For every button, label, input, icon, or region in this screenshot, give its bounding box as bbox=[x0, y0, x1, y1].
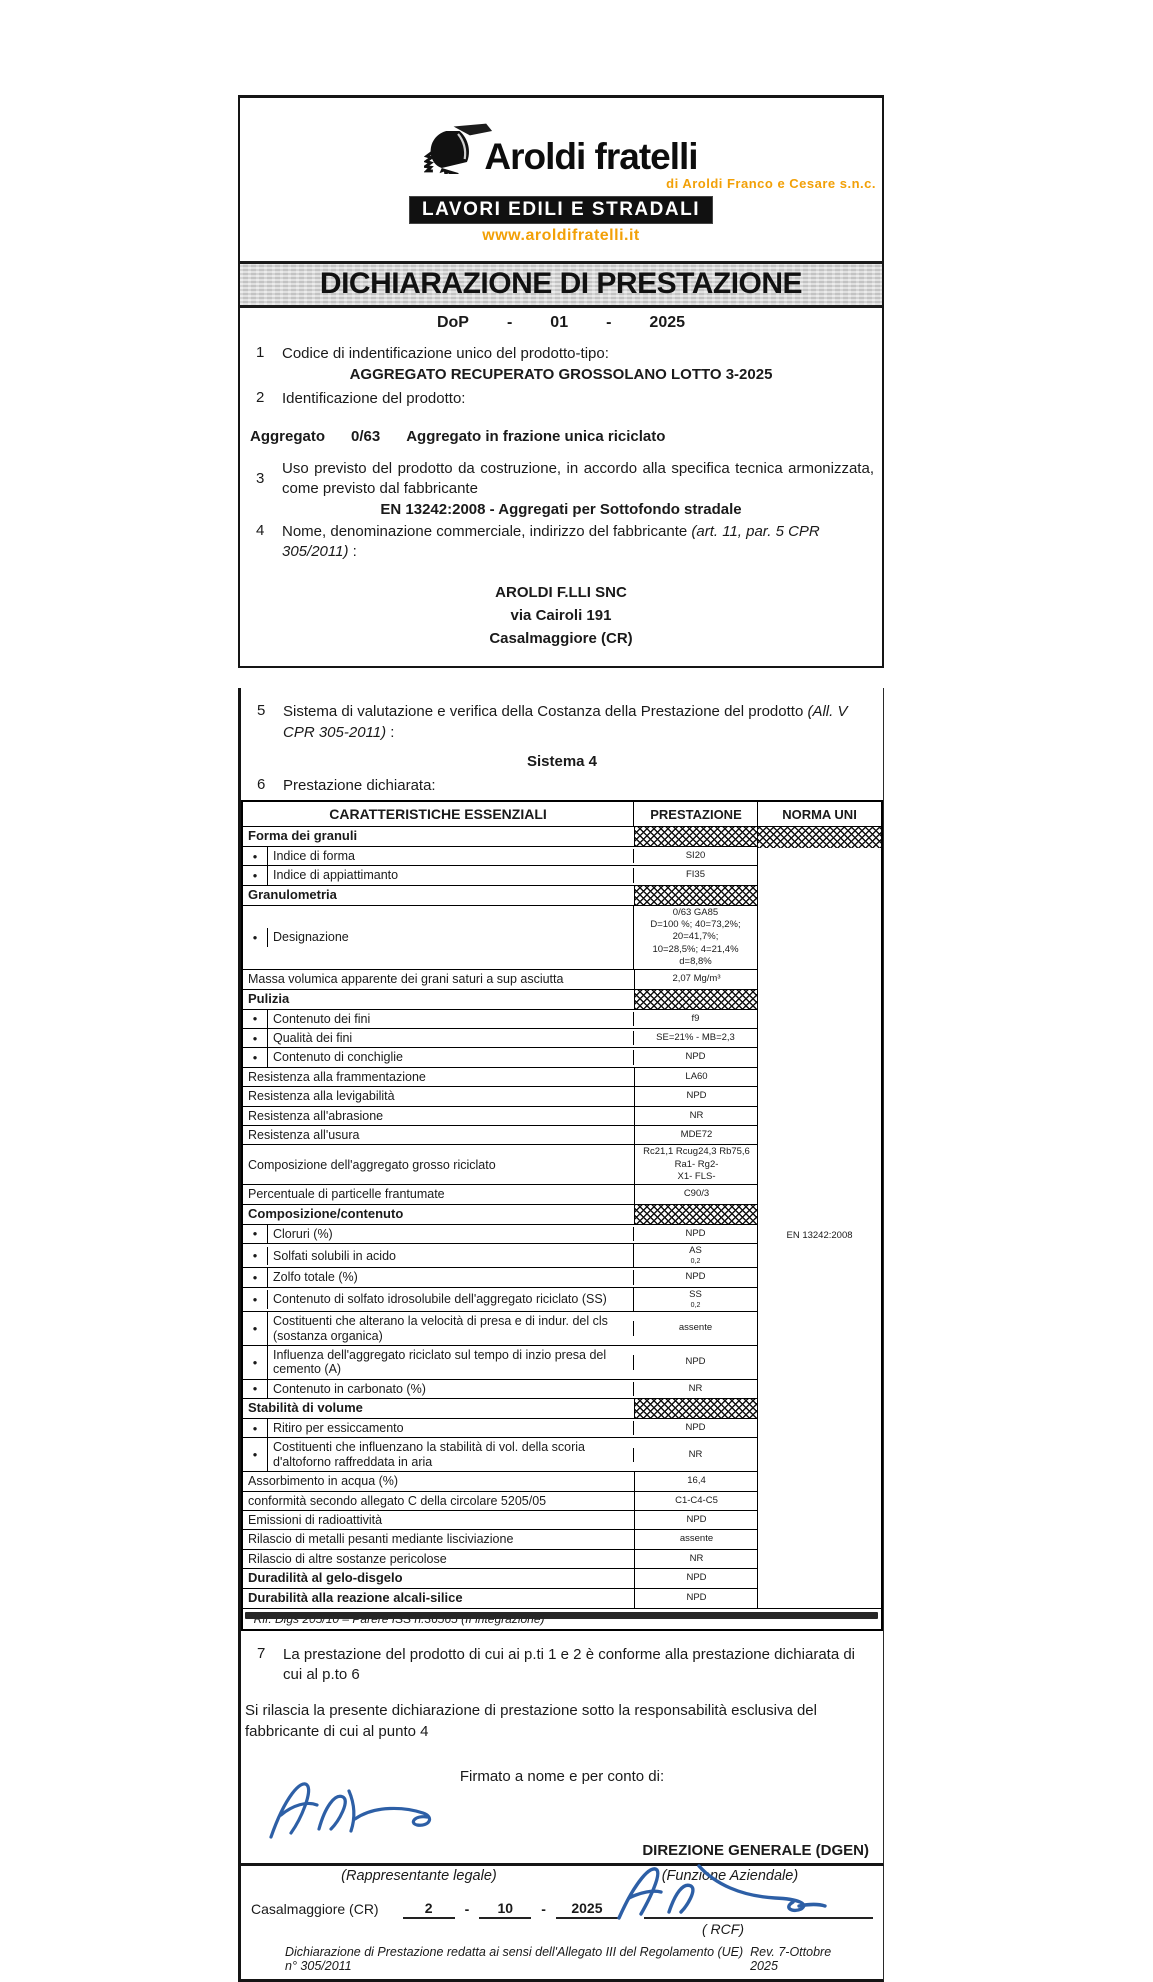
row-value: Rc21,1 Rcug24,3 Rb75,6 Ra1- Rg2- X1- FLS- bbox=[634, 1145, 758, 1184]
date-day-field: 2 bbox=[403, 1900, 455, 1919]
row-label: Emissioni di radioattività bbox=[248, 1512, 383, 1527]
rcf-signature bbox=[603, 1854, 833, 1933]
item-4-text: Nome, denominazione commerciale, indirizzo del fabbricante bbox=[282, 523, 692, 540]
performance-table bbox=[241, 800, 883, 1631]
row-value: C1-C4-C5 bbox=[634, 1492, 758, 1510]
table-row bbox=[243, 847, 758, 866]
table-row bbox=[243, 1205, 758, 1225]
footer-note: Dichiarazione di Prestazione redatta ai sensi dell'Allegato III del Regolamento (UE) n° 305/2011 bbox=[285, 1944, 744, 1973]
row-label: Duradilità al gelo-disgelo bbox=[248, 1570, 403, 1586]
row-value: LA60 bbox=[634, 1068, 758, 1086]
bullet-marker: ● bbox=[243, 847, 268, 865]
scan-edge-artifact bbox=[245, 1612, 878, 1619]
row-label: Contenuto in carbonato (%) bbox=[273, 1381, 426, 1396]
dop-number: 01 bbox=[550, 314, 569, 331]
row-value: SI20 bbox=[633, 849, 757, 863]
row-value: 0/63 GA85 D=100 %; 40=73,2%; 20=41,7%; 10=28,5%; 4=21,4% d=8,8% bbox=[633, 906, 757, 970]
row-value: NPD bbox=[634, 1569, 758, 1588]
bullet-marker: ● bbox=[243, 1290, 268, 1308]
row-label: Contenuto di solfato idrosolubile dell'aggregato riciclato (SS) bbox=[273, 1292, 607, 1307]
row-label: Resistenza alla frammentazione bbox=[248, 1069, 426, 1084]
row-label: Rilascio di altre sostanze pericolose bbox=[248, 1551, 447, 1566]
row-label: Qualità dei fini bbox=[273, 1031, 353, 1046]
row-value: NPD bbox=[633, 1270, 757, 1284]
row-value: 16,4 bbox=[634, 1472, 758, 1490]
norma-hatch-band bbox=[758, 827, 881, 848]
services-banner: LAVORI EDILI E STRADALI bbox=[409, 196, 713, 224]
item-2-label: Identificazione del prodotto: bbox=[282, 390, 466, 408]
table-row bbox=[243, 1087, 758, 1106]
dop-dash: - bbox=[506, 314, 513, 331]
row-value: NR bbox=[634, 1550, 758, 1568]
row-label: Ritiro per essiccamento bbox=[273, 1421, 404, 1436]
item-4-label bbox=[282, 522, 874, 563]
row-value: NPD bbox=[633, 1355, 757, 1369]
brand-name: Aroldi fratelli bbox=[484, 136, 698, 177]
table-row bbox=[243, 1419, 758, 1438]
legal-rep-signature bbox=[263, 1771, 463, 1858]
row-value bbox=[634, 990, 758, 1009]
product-code-value: AGGREGATO RECUPERATO GROSSOLANO LOTTO 3-2025 bbox=[349, 366, 773, 384]
row-label: Assorbimento in acqua (%) bbox=[248, 1474, 399, 1489]
table-row bbox=[243, 1511, 758, 1530]
item-5-text: Sistema di valutazione e verifica della Costanza della Prestazione del prodotto bbox=[283, 703, 808, 721]
item-1 bbox=[240, 344, 882, 364]
dop-dash: - bbox=[606, 314, 612, 331]
document bbox=[238, 95, 884, 1982]
signed-for-label: Firmato a nome e per conto di: bbox=[459, 1767, 665, 1785]
row-value: 2,07 Mg/m³ bbox=[634, 970, 758, 988]
row-value bbox=[634, 1205, 758, 1224]
website-url: www.aroldifratelli.it bbox=[482, 227, 640, 244]
table-row bbox=[243, 1492, 758, 1511]
table-row bbox=[243, 1589, 758, 1608]
table-row bbox=[243, 866, 758, 885]
table-row bbox=[243, 1145, 758, 1185]
row-value: NPD bbox=[634, 1087, 758, 1105]
table-row bbox=[243, 1569, 758, 1589]
place-date-row bbox=[251, 1900, 873, 1919]
date-separator: - bbox=[464, 1900, 470, 1917]
row-label: Rilascio di metalli pesanti mediante lisciviazione bbox=[248, 1532, 514, 1547]
en-standard-value: EN 13242:2008 - Aggregati per Sottofondo stradale bbox=[380, 501, 742, 518]
excavator-bucket-icon bbox=[424, 122, 498, 179]
item-number: 5 bbox=[257, 702, 266, 720]
bullet-marker: ● bbox=[243, 1247, 268, 1265]
bullet-marker: ● bbox=[243, 1419, 268, 1437]
brand-subtitle: di Aroldi Franco e Cesare s.n.c. bbox=[666, 176, 876, 191]
table-row bbox=[243, 1048, 758, 1067]
row-label: Costituenti che influenzano la stabilità di vol. della scoria d'altoforno raffreddata in aria bbox=[273, 1440, 585, 1469]
table-row bbox=[243, 1268, 758, 1287]
row-label: Resistenza all'abrasione bbox=[248, 1108, 384, 1123]
rcf-label: ( RCF) bbox=[702, 1920, 744, 1937]
table-row bbox=[243, 1346, 758, 1380]
item-3 bbox=[240, 459, 882, 500]
table-row bbox=[243, 1380, 758, 1399]
row-label: Resistenza alla levigabilità bbox=[248, 1089, 395, 1104]
table-row bbox=[243, 1029, 758, 1048]
row-value: NPD bbox=[634, 1511, 758, 1529]
row-value: FI35 bbox=[633, 868, 757, 882]
table-row bbox=[243, 1312, 758, 1346]
table-header-characteristics: CARATTERISTICHE ESSENZIALI bbox=[329, 806, 547, 822]
row-value: NR bbox=[633, 1382, 757, 1396]
row-value bbox=[634, 827, 758, 846]
bullet-marker: ● bbox=[243, 1010, 268, 1028]
item-4-colon: : bbox=[348, 543, 357, 561]
manufacturer-street: via Cairoli 191 bbox=[510, 606, 612, 624]
bullet-marker: ● bbox=[243, 1438, 268, 1471]
manufacturer-name: AROLDI F.LLI SNC bbox=[495, 583, 627, 601]
bullet-marker: ● bbox=[243, 1312, 268, 1345]
row-value: NR bbox=[634, 1107, 758, 1125]
table-row bbox=[243, 1530, 758, 1549]
table-row bbox=[243, 1550, 758, 1569]
row-value: NR bbox=[633, 1448, 757, 1462]
item-7 bbox=[241, 1645, 883, 1686]
aggregate-line bbox=[250, 428, 874, 445]
date-separator: - bbox=[541, 1900, 546, 1917]
company-logo bbox=[240, 118, 882, 245]
bullet-marker: ● bbox=[243, 1380, 268, 1398]
row-value: f9 bbox=[633, 1012, 757, 1026]
table-row bbox=[243, 1244, 758, 1268]
table-row bbox=[243, 970, 758, 989]
row-value: SS 0,2 bbox=[633, 1288, 757, 1311]
bullet-marker: ● bbox=[243, 928, 268, 946]
item-number: 3 bbox=[256, 470, 265, 488]
item-6 bbox=[241, 776, 883, 796]
table-row bbox=[243, 827, 758, 847]
item-number: 6 bbox=[257, 775, 266, 793]
item-3-label: Uso previsto del prodotto da costruzione, in accordo alla specifica tecnica armonizzata, come previsto dal fabbricante bbox=[282, 459, 874, 497]
item-number: 1 bbox=[256, 344, 265, 361]
row-label: Granulometria bbox=[248, 886, 337, 902]
row-value: assente bbox=[633, 1321, 757, 1335]
row-label: Indice di forma bbox=[273, 848, 355, 863]
row-value: C90/3 bbox=[634, 1185, 758, 1203]
item-4 bbox=[240, 522, 882, 563]
item-6-label: Prestazione dichiarata: bbox=[283, 776, 436, 794]
date-year-field: 2025 bbox=[556, 1900, 618, 1919]
table-row bbox=[243, 1472, 758, 1491]
document-title-bar bbox=[240, 261, 882, 308]
row-value: MDE72 bbox=[634, 1126, 758, 1144]
row-label: Solfati solubili in acido bbox=[273, 1248, 396, 1263]
row-label: Pulizia bbox=[248, 990, 290, 1006]
row-value: assente bbox=[634, 1530, 758, 1548]
item-5-colon: : bbox=[386, 723, 395, 741]
legal-rep-label: (Rappresentante legale) bbox=[341, 1867, 497, 1884]
table-row bbox=[243, 1068, 758, 1087]
aggregate-name: Aggregato bbox=[250, 427, 325, 445]
table-row bbox=[243, 1107, 758, 1126]
row-label: Composizione/contenuto bbox=[248, 1205, 404, 1221]
table-row bbox=[243, 1399, 758, 1419]
item-number: 7 bbox=[257, 1644, 266, 1662]
table-row bbox=[243, 990, 758, 1010]
table-row bbox=[243, 1010, 758, 1029]
date-month-field: 10 bbox=[479, 1900, 531, 1919]
row-value bbox=[634, 886, 758, 905]
row-value: NPD bbox=[633, 1421, 757, 1435]
row-label: Costituenti che alterano la velocità di presa e di indur. del cls (sostanza organica) bbox=[273, 1314, 608, 1343]
table-row bbox=[243, 886, 758, 906]
manufacturer-city: Casalmaggiore (CR) bbox=[489, 630, 633, 647]
table-row bbox=[243, 1438, 758, 1472]
dop-label: DoP bbox=[436, 314, 469, 331]
table-header-norma: NORMA UNI bbox=[758, 802, 881, 827]
table-header-performance: PRESTAZIONE bbox=[633, 802, 758, 826]
performance-box bbox=[238, 688, 884, 1866]
row-label: Designazione bbox=[273, 930, 349, 945]
signature-footer-box bbox=[238, 1866, 884, 1982]
bullet-marker: ● bbox=[243, 1268, 268, 1286]
item-5-reference: (All. V CPR 305-2011) bbox=[283, 703, 848, 741]
bullet-marker: ● bbox=[243, 866, 268, 884]
aggregate-size: 0/63 bbox=[351, 427, 381, 445]
page-footer bbox=[251, 1945, 873, 1975]
bullet-marker: ● bbox=[243, 1346, 268, 1379]
bullet-marker: ● bbox=[243, 1048, 268, 1066]
document-title: DICHIARAZIONE DI PRESTAZIONE bbox=[319, 267, 803, 300]
item-2 bbox=[240, 389, 882, 409]
header-box bbox=[238, 95, 884, 668]
dop-year: 2025 bbox=[649, 314, 686, 331]
row-label: Influenza dell'aggregato riciclato sul tempo di inzio presa del cemento (A) bbox=[273, 1348, 607, 1377]
row-value: NPD bbox=[634, 1589, 758, 1608]
row-value: SE=21% - MB=2,3 bbox=[633, 1031, 757, 1045]
row-label: Stabilità di volume bbox=[248, 1400, 363, 1416]
row-label: Zolfo totale (%) bbox=[273, 1270, 358, 1285]
release-statement: Si rilascia la presente dichiarazione di prestazione sotto la responsabilità esclusiva del fabbricante di cui al punto 4 bbox=[245, 1702, 817, 1740]
item-5-label bbox=[283, 702, 875, 743]
item-4-reference: (art. 11, par. 5 CPR 305/2011) bbox=[282, 523, 820, 561]
table-row bbox=[243, 1126, 758, 1145]
table-row bbox=[243, 1225, 758, 1244]
footer-revision: Rev. 7-Ottobre 2025 bbox=[750, 1944, 832, 1973]
row-label: Cloruri (%) bbox=[273, 1226, 333, 1241]
dop-number-line bbox=[240, 314, 882, 332]
row-value bbox=[634, 1399, 758, 1418]
item-number: 2 bbox=[256, 389, 265, 407]
row-label: Contenuto di conchiglie bbox=[273, 1050, 403, 1065]
table-row bbox=[243, 1288, 758, 1312]
table-header-row bbox=[243, 802, 758, 827]
row-label: Resistenza all'usura bbox=[248, 1127, 360, 1142]
signature-zone bbox=[241, 1785, 883, 1863]
row-label: Durabilità alla reazione alcali-silice bbox=[248, 1590, 463, 1605]
direction-general-label: DIREZIONE GENERALE (DGEN) bbox=[642, 1841, 869, 1859]
row-label: Contenuto dei fini bbox=[273, 1011, 371, 1026]
row-label: Composizione dell'aggregato grosso riciclato bbox=[248, 1157, 496, 1172]
item-7-label: La prestazione del prodotto di cui ai p.ti 1 e 2 è conforme alla prestazione dichiarata di cui al p.to 6 bbox=[283, 1645, 856, 1684]
item-number: 4 bbox=[256, 522, 265, 539]
place-label: Casalmaggiore (CR) bbox=[251, 1900, 379, 1917]
norma-uni-value: EN 13242:2008 bbox=[786, 1230, 853, 1241]
table-row bbox=[243, 1185, 758, 1204]
norma-uni-column bbox=[757, 802, 881, 1608]
manufacturer-block bbox=[240, 581, 882, 651]
bullet-marker: ● bbox=[243, 1225, 268, 1243]
row-value: NPD bbox=[633, 1227, 757, 1241]
row-value: NPD bbox=[633, 1050, 757, 1064]
bullet-marker: ● bbox=[243, 1029, 268, 1047]
table-row bbox=[243, 906, 758, 971]
aggregate-description: Aggregato in frazione unica riciclato bbox=[406, 427, 666, 445]
row-label: Percentuale di particelle frantumate bbox=[248, 1187, 445, 1202]
row-label: Forma dei granuli bbox=[248, 828, 358, 843]
row-value: AS 0,2 bbox=[633, 1244, 757, 1267]
item-1-label: Codice di indentificazione unico del prodotto-tipo: bbox=[282, 345, 609, 362]
row-label: conformità secondo allegato C della circolare 5205/05 bbox=[248, 1493, 547, 1508]
row-label: Massa volumica apparente dei grani saturi a sup asciutta bbox=[248, 972, 564, 987]
company-function-label: (Funzione Aziendale) bbox=[661, 1867, 799, 1884]
system-value: Sistema 4 bbox=[526, 752, 598, 770]
rcf-signature-line bbox=[644, 1916, 873, 1919]
row-label: Indice di appiattimanto bbox=[273, 868, 399, 883]
item-5 bbox=[241, 702, 883, 743]
